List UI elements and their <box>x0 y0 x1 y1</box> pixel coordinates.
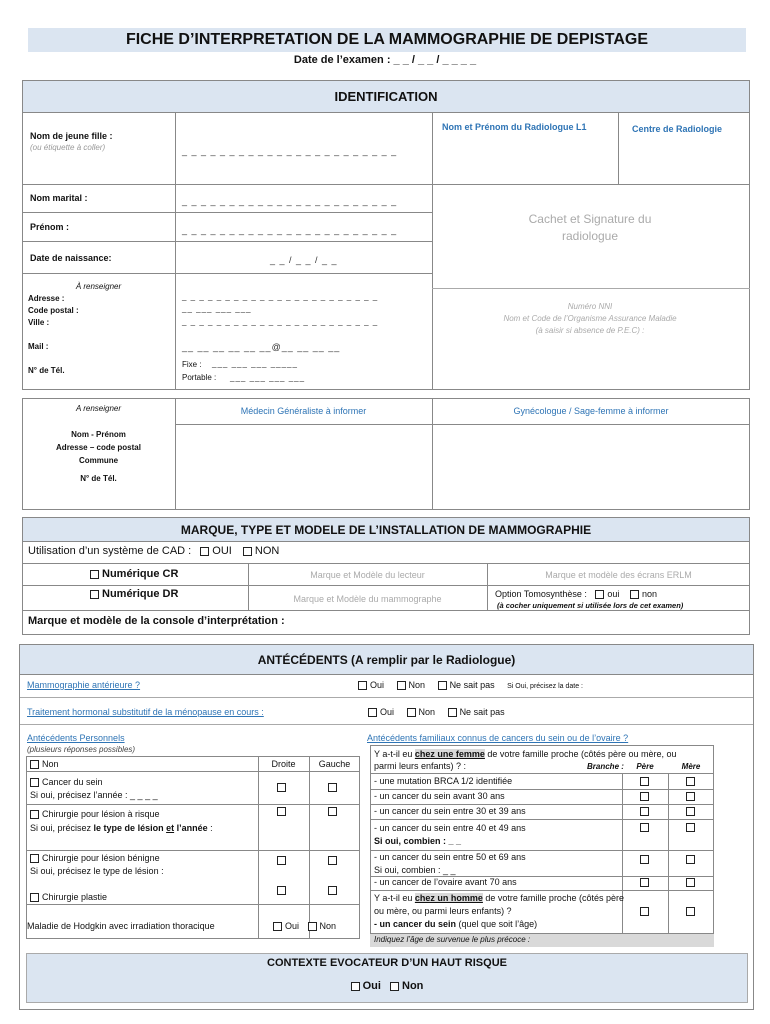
contexte-header: CONTEXTE EVOCATEUR D’UN HAUT RISQUE <box>267 957 507 969</box>
fam-row-brca: - une mutation BRCA 1/2 identifiée <box>374 776 513 786</box>
ovaire-pere-checkbox[interactable] <box>640 878 649 887</box>
chir-plastie-droite-checkbox[interactable] <box>277 886 286 895</box>
branche-label: Branche : <box>587 762 624 771</box>
pere-header: Père <box>636 762 654 771</box>
cancer-sein-row: Cancer du sein Si oui, précisez l’année : _ _ _ _ <box>30 777 158 800</box>
sein30-39-mere-checkbox[interactable] <box>686 807 695 816</box>
cad-oui-checkbox[interactable] <box>200 547 209 556</box>
mammo-nsp-checkbox[interactable] <box>438 681 447 690</box>
ville-field[interactable]: _ _ _ _ _ _ _ _ _ _ _ _ _ _ _ _ _ _ _ _ _ _ _ <box>182 317 379 326</box>
page-title: FICHE D’INTERPRETATION DE LA MAMMOGRAPHIE DE DEPISTAGE <box>28 28 746 52</box>
mail-label: Mail : <box>28 342 49 351</box>
portable-label: Portable : <box>182 373 217 382</box>
ths-non-checkbox[interactable] <box>407 708 416 717</box>
sein40-49-mere-checkbox[interactable] <box>686 823 695 832</box>
console-label: Marque et modèle de la console d’interprétation : <box>28 615 285 627</box>
medecins-fields: Nom - Prénom Adresse – code postal Commune N° de Tél. <box>56 430 141 483</box>
sein50-69-pere-checkbox[interactable] <box>640 855 649 864</box>
marque-lecteur: Marque et Modèle du lecteur <box>310 570 425 580</box>
chir-benigne-checkbox[interactable] <box>30 854 39 863</box>
mere-header: Mère <box>681 762 701 771</box>
chir-benigne-droite-checkbox[interactable] <box>277 856 286 865</box>
chir-benigne-gauche-checkbox[interactable] <box>328 856 337 865</box>
ovaire-mere-checkbox[interactable] <box>686 878 695 887</box>
marque-mammographe: Marque et Modèle du mammographe <box>293 594 442 604</box>
ths-options: Oui Non Ne sait pas <box>368 707 505 717</box>
generaliste-header: Médecin Généraliste à informer <box>240 406 367 416</box>
antecedents-header: ANTÉCÉDENTS (A remplir par le Radiologue) <box>20 645 753 675</box>
fam-title: Antécédents familiaux connus de cancers du sein ou de l’ovaire ? <box>367 733 629 743</box>
fam-row-30: - un cancer du sein avant 30 ans <box>374 791 505 801</box>
cp-label: Code postal : <box>28 306 79 315</box>
age-note: Indiquez l’âge de survenue le plus précoce : <box>374 935 531 944</box>
marque-ecrans: Marque et modèle des écrans ERLM <box>545 570 692 580</box>
naissance-field[interactable]: _ _ / _ _ / _ _ <box>270 255 338 265</box>
portable-field[interactable]: ___ ___ ___ ___ <box>230 373 306 382</box>
cachet-text: Cachet et Signature du radiologue <box>528 212 652 243</box>
chir-plastie-row: Chirurgie plastie <box>30 892 107 902</box>
numerique-dr-checkbox[interactable] <box>90 590 99 599</box>
femme-question: Y a-t-il eu chez une femme de votre famille proche (côtés père ou mère, ou parmi leurs enfants) ? : <box>374 749 677 771</box>
fam-row-40-49: - un cancer du sein entre 40 et 49 ans Si oui, combien : _ _ <box>374 823 526 846</box>
fixe-label: Fixe : <box>182 360 202 369</box>
hodgkin-options: Oui Non <box>273 921 336 931</box>
mammo-anterieure-options: Oui Non Ne sait pas Si Oui, précisez la date : <box>358 680 583 690</box>
gyneco-header: Gynécologue / Sage-femme à informer <box>513 406 669 416</box>
chir-risque-droite-checkbox[interactable] <box>277 807 286 816</box>
perso-non-checkbox[interactable] <box>30 760 39 769</box>
mammo-non-checkbox[interactable] <box>397 681 406 690</box>
cad-non-checkbox[interactable] <box>243 547 252 556</box>
contexte-oui-checkbox[interactable] <box>351 982 360 991</box>
droite-header: Droite <box>271 759 296 769</box>
ville-label: Ville : <box>28 318 50 327</box>
homme-pere-checkbox[interactable] <box>640 907 649 916</box>
fam-row-50-69: - un cancer du sein entre 50 et 69 ans Si oui, combien : _ _ <box>374 852 526 875</box>
mail-field[interactable]: __ __ __ __ __ __@__ __ __ __ <box>182 342 341 352</box>
perso-title: Antécédents Personnels <box>27 733 125 743</box>
renseigner-label: À renseigner <box>75 282 122 291</box>
sein40-49-pere-checkbox[interactable] <box>640 823 649 832</box>
ths-oui-checkbox[interactable] <box>368 708 377 717</box>
sein30-pere-checkbox[interactable] <box>640 792 649 801</box>
numerique-cr-checkbox[interactable] <box>90 570 99 579</box>
adresse-field[interactable]: _ _ _ _ _ _ _ _ _ _ _ _ _ _ _ _ _ _ _ _ _ _ _ <box>182 292 379 301</box>
contexte-options: Oui Non <box>26 980 748 992</box>
chir-risque-row: Chirurgie pour lésion à risque Si oui, précisez le type de lésion et l’année : <box>30 809 213 833</box>
chir-risque-gauche-checkbox[interactable] <box>328 807 337 816</box>
hodgkin-label: Maladie de Hodgkin avec irradiation thoracique <box>27 921 215 931</box>
prenom-field[interactable]: _ _ _ _ _ _ _ _ _ _ _ _ _ _ _ _ _ _ _ _ _ _ _ <box>182 225 398 235</box>
identification-header: IDENTIFICATION <box>23 81 749 113</box>
tomo-oui-checkbox[interactable] <box>595 590 604 599</box>
tomo-note: (à cocher uniquement si utilisée lors de cet examen) <box>497 601 684 610</box>
brca-mere-checkbox[interactable] <box>686 777 695 786</box>
jeune-fille-note: (ou étiquette à coller) <box>30 143 106 152</box>
radiologue-label: Nom et Prénom du Radiologue L1 <box>442 122 587 132</box>
chir-plastie-gauche-checkbox[interactable] <box>328 886 337 895</box>
gauche-header: Gauche <box>318 759 351 769</box>
centre-label: Centre de Radiologie <box>632 124 723 134</box>
cad-row: Utilisation d’un système de CAD : OUI NON <box>28 545 280 557</box>
tomo-row: Option Tomosynthèse : oui non <box>495 589 657 599</box>
cancer-sein-gauche-checkbox[interactable] <box>328 783 337 792</box>
homme-question: Y a-t-il eu chez un homme de votre famille proche (côtés père ou mère, ou parmi leurs enfants) ? - un cancer du sein (quel que soit l’âge) <box>374 893 624 929</box>
numerique-dr: Numérique DR <box>90 588 178 600</box>
jeune-fille-field[interactable]: _ _ _ _ _ _ _ _ _ _ _ _ _ _ _ _ _ _ _ _ _ _ _ <box>182 146 398 156</box>
chir-risque-checkbox[interactable] <box>30 810 39 819</box>
marital-label: Nom marital : <box>30 193 88 203</box>
naissance-label: Date de naissance: <box>30 253 112 263</box>
fam-row-30-39: - un cancer du sein entre 30 et 39 ans <box>374 806 526 816</box>
mammo-anterieure-label: Mammographie antérieure ? <box>27 680 141 690</box>
tel-label: N° de Tél. <box>28 366 65 375</box>
cancer-sein-droite-checkbox[interactable] <box>277 783 286 792</box>
hodgkin-non-checkbox[interactable] <box>308 922 317 931</box>
chir-benigne-row: Chirurgie pour lésion bénigne Si oui, précisez le type de lésion : <box>30 853 164 876</box>
tomo-non-checkbox[interactable] <box>630 590 639 599</box>
medecins-renseigner: A renseigner <box>75 404 122 413</box>
perso-note: (plusieurs réponses possibles) <box>27 745 136 754</box>
numerique-cr: Numérique CR <box>90 568 178 580</box>
contexte-non-checkbox[interactable] <box>390 982 399 991</box>
sein30-39-pere-checkbox[interactable] <box>640 807 649 816</box>
installation-header: MARQUE, TYPE ET MODELE DE L’INSTALLATION DE MAMMOGRAPHIE <box>23 518 749 542</box>
jeune-fille-label: Nom de jeune fille : <box>30 131 113 141</box>
hodgkin-oui-checkbox[interactable] <box>273 922 282 931</box>
fixe-field[interactable]: ___ ___ ___ _____ <box>212 359 298 368</box>
sein50-69-mere-checkbox[interactable] <box>686 855 695 864</box>
fam-row-ovaire: - un cancer de l’ovaire avant 70 ans <box>374 877 517 887</box>
marital-field[interactable]: _ _ _ _ _ _ _ _ _ _ _ _ _ _ _ _ _ _ _ _ _ _ _ <box>182 196 398 206</box>
perso-non: Non <box>30 759 59 769</box>
prenom-label: Prénom : <box>30 222 70 232</box>
exam-date[interactable]: Date de l’examen : _ _ / _ _ / _ _ _ _ <box>293 54 477 66</box>
sein30-mere-checkbox[interactable] <box>686 792 695 801</box>
mammo-oui-checkbox[interactable] <box>358 681 367 690</box>
chir-plastie-checkbox[interactable] <box>30 893 39 902</box>
homme-mere-checkbox[interactable] <box>686 907 695 916</box>
adresse-label: Adresse : <box>28 294 65 303</box>
nni-block: Numéro NNI Nom et Code de l’Organisme Assurance Maladie (à saisir si absence de P.E.C) : <box>503 302 677 335</box>
cp-field[interactable]: __ ___ ___ ___ <box>182 304 252 313</box>
cancer-sein-checkbox[interactable] <box>30 778 39 787</box>
brca-pere-checkbox[interactable] <box>640 777 649 786</box>
ths-label: Traitement hormonal substitutif de la ménopause en cours : <box>27 707 264 717</box>
ths-nsp-checkbox[interactable] <box>448 708 457 717</box>
